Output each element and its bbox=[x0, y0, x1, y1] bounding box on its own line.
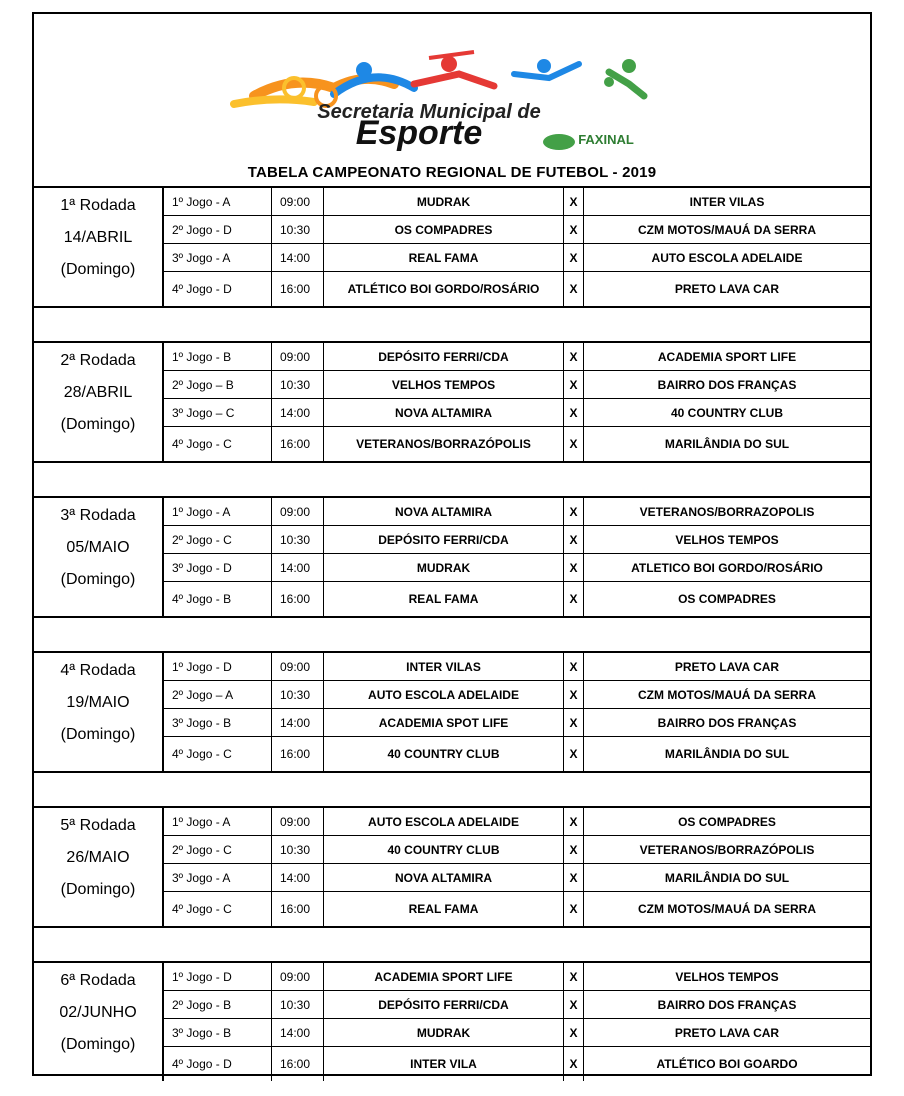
home-team: DEPÓSITO FERRI/CDA bbox=[324, 991, 564, 1018]
versus-mark: X bbox=[564, 399, 584, 426]
page-title: TABELA CAMPEONATO REGIONAL DE FUTEBOL - 2019 bbox=[247, 164, 657, 181]
away-team: PRETO LAVA CAR bbox=[674, 282, 780, 296]
game-code: 3º Jogo - D bbox=[162, 554, 272, 581]
home-team: DEPÓSITO FERRI/CDA bbox=[324, 526, 564, 553]
game-time: 16:00 bbox=[272, 892, 324, 926]
game-code: 3º Jogo – C bbox=[162, 399, 272, 426]
round-date: 14/ABRIL bbox=[63, 229, 133, 246]
home-team: VETERANOS/BORRAZÓPOLIS bbox=[324, 427, 564, 461]
round-date: 19/MAIO bbox=[66, 694, 130, 711]
table-row bbox=[162, 399, 870, 427]
home-team: REAL FAMA bbox=[324, 244, 564, 271]
away-team: MARILÂNDIA DO SUL bbox=[664, 747, 790, 761]
athletes-icon bbox=[234, 52, 644, 106]
away-team: VETERANOS/BORRAZOPOLIS bbox=[639, 504, 815, 519]
home-team: AUTO ESCOLA ADELAIDE bbox=[324, 681, 564, 708]
versus-mark: X bbox=[564, 371, 584, 398]
table-row bbox=[162, 244, 870, 272]
game-code: 1º Jogo - A bbox=[162, 808, 272, 835]
versus-mark: X bbox=[564, 709, 584, 736]
round-date: 05/MAIO bbox=[66, 539, 130, 556]
versus-mark: X bbox=[564, 1019, 584, 1046]
logo-line2: Esporte bbox=[355, 114, 483, 152]
round-label bbox=[34, 808, 164, 926]
round-block bbox=[34, 806, 870, 926]
away-team: ATLETICO BOI GORDO/ROSÁRIO bbox=[631, 560, 823, 575]
rounds-table bbox=[34, 186, 870, 1081]
game-time: 10:30 bbox=[272, 836, 324, 863]
table-row bbox=[162, 836, 870, 864]
game-time: 14:00 bbox=[272, 709, 324, 736]
round-label bbox=[34, 963, 164, 1081]
versus-mark: X bbox=[564, 864, 584, 891]
versus-mark: X bbox=[564, 892, 584, 926]
round-separator bbox=[34, 306, 870, 341]
game-code: 1º Jogo - B bbox=[162, 343, 272, 370]
round-separator bbox=[34, 461, 870, 496]
game-time: 14:00 bbox=[272, 864, 324, 891]
table-row bbox=[162, 808, 870, 836]
away-team: VETERANOS/BORRAZÓPOLIS bbox=[639, 842, 815, 857]
game-code: 1º Jogo - A bbox=[162, 188, 272, 215]
game-time: 14:00 bbox=[272, 399, 324, 426]
game-code: 2º Jogo - B bbox=[162, 991, 272, 1018]
game-code: 4º Jogo - D bbox=[162, 272, 272, 306]
table-row bbox=[162, 343, 870, 371]
home-team: DEPÓSITO FERRI/CDA bbox=[324, 343, 564, 370]
table-row bbox=[162, 991, 870, 1019]
away-team: ACADEMIA SPORT LIFE bbox=[657, 349, 797, 364]
versus-mark: X bbox=[564, 991, 584, 1018]
table-row bbox=[162, 1019, 870, 1047]
table-row bbox=[162, 272, 870, 306]
round-block bbox=[34, 186, 870, 306]
schedule-sheet bbox=[32, 12, 872, 1076]
home-team: MUDRAK bbox=[324, 1019, 564, 1046]
away-team: PRETO LAVA CAR bbox=[674, 659, 780, 674]
game-time: 14:00 bbox=[272, 554, 324, 581]
away-team: CZM MOTOS/MAUÁ DA SERRA bbox=[638, 222, 816, 237]
round-label bbox=[34, 343, 164, 461]
game-code: 3º Jogo - B bbox=[162, 709, 272, 736]
versus-mark: X bbox=[564, 808, 584, 835]
table-row bbox=[162, 653, 870, 681]
table-row bbox=[162, 681, 870, 709]
round-separator bbox=[34, 926, 870, 961]
home-team: INTER VILA bbox=[324, 1047, 564, 1081]
table-row bbox=[162, 892, 870, 926]
round-block bbox=[34, 961, 870, 1081]
table-row bbox=[162, 427, 870, 461]
versus-mark: X bbox=[564, 343, 584, 370]
away-team: BAIRRO DOS FRANÇAS bbox=[657, 715, 797, 730]
home-team: 40 COUNTRY CLUB bbox=[324, 836, 564, 863]
round-name: 4ª Rodada bbox=[60, 662, 136, 679]
away-team: ATLÉTICO BOI GOARDO bbox=[656, 1057, 798, 1071]
away-team: CZM MOTOS/MAUÁ DA SERRA bbox=[638, 902, 816, 916]
header bbox=[34, 14, 870, 186]
game-time: 10:30 bbox=[272, 526, 324, 553]
game-code: 1º Jogo - A bbox=[162, 498, 272, 525]
round-label bbox=[34, 498, 164, 616]
logo-badge: FAXINAL bbox=[578, 132, 634, 147]
round-day: (Domingo) bbox=[60, 261, 136, 278]
game-time: 14:00 bbox=[272, 1019, 324, 1046]
versus-mark: X bbox=[564, 963, 584, 990]
table-row bbox=[162, 554, 870, 582]
game-time: 16:00 bbox=[272, 272, 324, 306]
game-time: 16:00 bbox=[272, 737, 324, 771]
round-name: 3ª Rodada bbox=[60, 507, 136, 524]
game-time: 09:00 bbox=[272, 188, 324, 215]
game-code: 2º Jogo – A bbox=[162, 681, 272, 708]
away-team: OS COMPADRES bbox=[678, 814, 776, 829]
games-list bbox=[162, 498, 870, 616]
games-list bbox=[162, 653, 870, 771]
away-team: MARILÂNDIA DO SUL bbox=[664, 437, 790, 451]
home-team: NOVA ALTAMIRA bbox=[324, 399, 564, 426]
round-date: 02/JUNHO bbox=[59, 1004, 137, 1021]
game-code: 2º Jogo – B bbox=[162, 371, 272, 398]
versus-mark: X bbox=[564, 737, 584, 771]
home-team: ATLÉTICO BOI GORDO/ROSÁRIO bbox=[324, 272, 564, 306]
away-team: BAIRRO DOS FRANÇAS bbox=[657, 377, 797, 392]
round-day: (Domingo) bbox=[60, 416, 136, 433]
round-name: 6ª Rodada bbox=[60, 972, 136, 989]
game-code: 2º Jogo - C bbox=[162, 836, 272, 863]
table-row bbox=[162, 864, 870, 892]
table-row bbox=[162, 709, 870, 737]
versus-mark: X bbox=[564, 216, 584, 243]
home-team: ACADEMIA SPORT LIFE bbox=[324, 963, 564, 990]
versus-mark: X bbox=[564, 1047, 584, 1081]
away-team: PRETO LAVA CAR bbox=[674, 1025, 780, 1040]
games-list bbox=[162, 188, 870, 306]
round-separator bbox=[34, 616, 870, 651]
sports-secretariat-logo bbox=[214, 44, 654, 156]
game-time: 09:00 bbox=[272, 343, 324, 370]
versus-mark: X bbox=[564, 526, 584, 553]
versus-mark: X bbox=[564, 188, 584, 215]
away-team: CZM MOTOS/MAUÁ DA SERRA bbox=[638, 687, 816, 702]
versus-mark: X bbox=[564, 554, 584, 581]
round-block bbox=[34, 496, 870, 616]
away-team: BAIRRO DOS FRANÇAS bbox=[657, 997, 797, 1012]
game-code: 4º Jogo - C bbox=[162, 892, 272, 926]
home-team: INTER VILAS bbox=[324, 653, 564, 680]
away-team: VELHOS TEMPOS bbox=[675, 532, 779, 547]
versus-mark: X bbox=[564, 244, 584, 271]
away-team: MARILÂNDIA DO SUL bbox=[664, 870, 790, 885]
home-team: MUDRAK bbox=[324, 188, 564, 215]
game-time: 16:00 bbox=[272, 427, 324, 461]
versus-mark: X bbox=[564, 272, 584, 306]
game-time: 16:00 bbox=[272, 582, 324, 616]
versus-mark: X bbox=[564, 498, 584, 525]
table-row bbox=[162, 1047, 870, 1081]
round-label bbox=[34, 188, 164, 306]
game-code: 3º Jogo - B bbox=[162, 1019, 272, 1046]
round-block bbox=[34, 651, 870, 771]
round-date: 28/ABRIL bbox=[63, 384, 133, 401]
round-separator bbox=[34, 771, 870, 806]
table-row bbox=[162, 371, 870, 399]
round-day: (Domingo) bbox=[60, 571, 136, 588]
game-time: 10:30 bbox=[272, 991, 324, 1018]
round-block bbox=[34, 341, 870, 461]
home-team: REAL FAMA bbox=[324, 582, 564, 616]
round-day: (Domingo) bbox=[60, 1036, 136, 1053]
game-code: 3º Jogo - A bbox=[162, 864, 272, 891]
game-code: 2º Jogo - C bbox=[162, 526, 272, 553]
game-code: 4º Jogo - C bbox=[162, 427, 272, 461]
faxinal-badge-icon bbox=[543, 132, 634, 150]
table-row bbox=[162, 963, 870, 991]
away-team: AUTO ESCOLA ADELAIDE bbox=[651, 250, 803, 265]
table-row bbox=[162, 526, 870, 554]
games-list bbox=[162, 343, 870, 461]
round-name: 5ª Rodada bbox=[60, 817, 136, 834]
versus-mark: X bbox=[564, 582, 584, 616]
game-time: 10:30 bbox=[272, 216, 324, 243]
table-row bbox=[162, 582, 870, 616]
game-time: 10:30 bbox=[272, 371, 324, 398]
home-team: NOVA ALTAMIRA bbox=[324, 864, 564, 891]
game-code: 1º Jogo - D bbox=[162, 653, 272, 680]
home-team: NOVA ALTAMIRA bbox=[324, 498, 564, 525]
round-name: 2ª Rodada bbox=[60, 352, 136, 369]
home-team: REAL FAMA bbox=[324, 892, 564, 926]
table-row bbox=[162, 188, 870, 216]
game-time: 16:00 bbox=[272, 1047, 324, 1081]
game-code: 1º Jogo - D bbox=[162, 963, 272, 990]
home-team: AUTO ESCOLA ADELAIDE bbox=[324, 808, 564, 835]
home-team: VELHOS TEMPOS bbox=[324, 371, 564, 398]
game-time: 09:00 bbox=[272, 498, 324, 525]
game-time: 09:00 bbox=[272, 808, 324, 835]
round-date: 26/MAIO bbox=[66, 849, 130, 866]
round-name: 1ª Rodada bbox=[60, 197, 136, 214]
games-list bbox=[162, 808, 870, 926]
table-row bbox=[162, 737, 870, 771]
logo-line1: Secretaria Municipal de bbox=[317, 101, 541, 123]
versus-mark: X bbox=[564, 653, 584, 680]
home-team: MUDRAK bbox=[324, 554, 564, 581]
versus-mark: X bbox=[564, 427, 584, 461]
game-code: 4º Jogo - D bbox=[162, 1047, 272, 1081]
game-time: 14:00 bbox=[272, 244, 324, 271]
home-team: 40 COUNTRY CLUB bbox=[324, 737, 564, 771]
game-time: 10:30 bbox=[272, 681, 324, 708]
away-team: INTER VILAS bbox=[689, 194, 765, 209]
away-team: VELHOS TEMPOS bbox=[675, 969, 779, 984]
game-time: 09:00 bbox=[272, 963, 324, 990]
home-team: OS COMPADRES bbox=[324, 216, 564, 243]
table-row bbox=[162, 216, 870, 244]
table-row bbox=[162, 498, 870, 526]
game-code: 4º Jogo - B bbox=[162, 582, 272, 616]
home-team: ACADEMIA SPOT LIFE bbox=[324, 709, 564, 736]
round-label bbox=[34, 653, 164, 771]
round-day: (Domingo) bbox=[60, 726, 136, 743]
games-list bbox=[162, 963, 870, 1081]
versus-mark: X bbox=[564, 836, 584, 863]
game-code: 2º Jogo - D bbox=[162, 216, 272, 243]
away-team: OS COMPADRES bbox=[678, 592, 776, 606]
game-code: 4º Jogo - C bbox=[162, 737, 272, 771]
round-day: (Domingo) bbox=[60, 881, 136, 898]
game-time: 09:00 bbox=[272, 653, 324, 680]
away-team: 40 COUNTRY CLUB bbox=[670, 405, 783, 420]
versus-mark: X bbox=[564, 681, 584, 708]
game-code: 3º Jogo - A bbox=[162, 244, 272, 271]
